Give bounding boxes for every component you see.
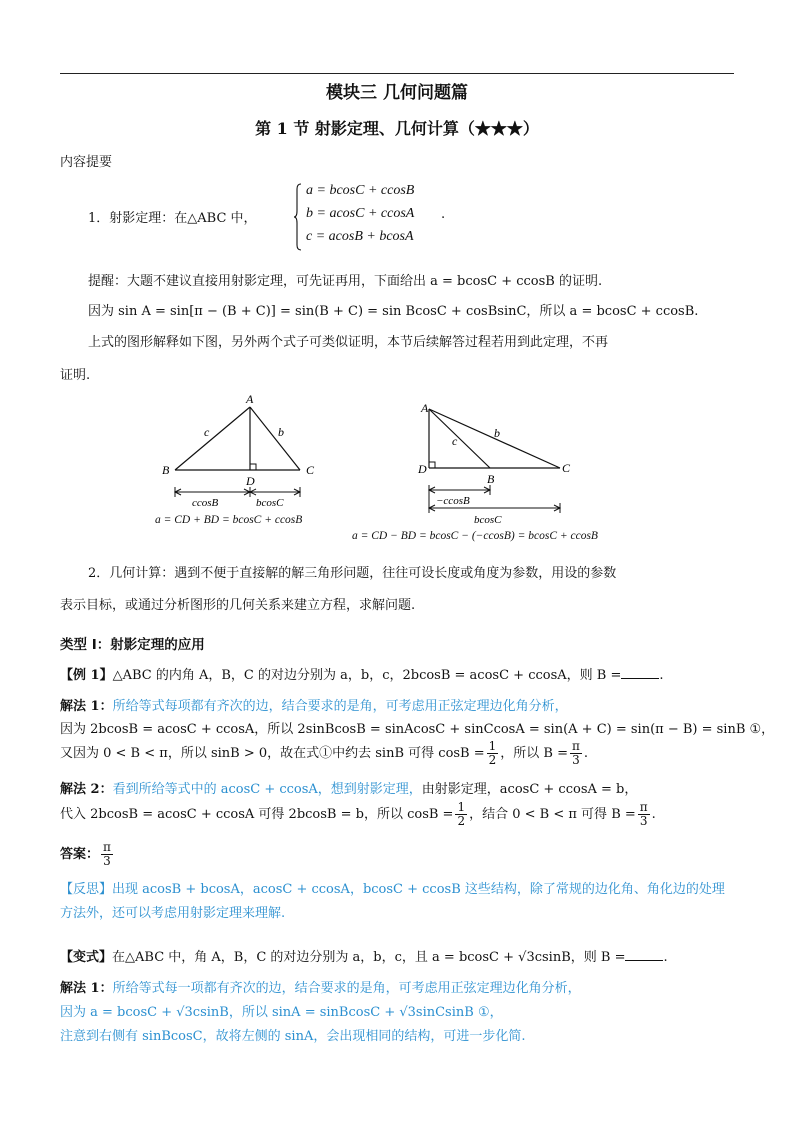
variant-blank	[625, 948, 663, 961]
variant-sol1-line2: 因为 a = bcosC + √3csinB，所以 sinA = sinBcosC + √3sinCsinB ①，	[60, 1005, 503, 1020]
system-eq-a: a = bcosC + ccosB	[306, 183, 415, 198]
system-eq-b: b = acosC + ccosA	[306, 206, 415, 221]
header-rule	[60, 73, 734, 74]
fig2-label-C: C	[562, 461, 571, 475]
answer-frac-pi-over-3: $\frac{\pi}{3}$	[103, 840, 111, 868]
ex1-sol2-row2: 代入 2bcosB = acosC + ccosA 可得 2bcosB = b，所以 cosB = $\frac{1}{2}$ ，结合 0 < B < π 可得 B = $\frac{\pi}{3}$ .	[60, 800, 656, 828]
ex1-sol1-line3b: ，所以 B =	[500, 746, 568, 761]
module-title: 模块三 几何问题篇	[326, 83, 468, 103]
frac-one-half: $\frac{1}{2}$	[488, 739, 497, 767]
fig2-label-B: B	[487, 472, 495, 486]
proof-text: 因为 sin A = sin[π − (B + C)] = sin(B + C) = sin BcosC + cosBsinC，所以 a = bcosC + ccosB.	[88, 304, 699, 319]
fig1-label-c: c	[204, 425, 210, 439]
fig1-label-b: b	[278, 425, 284, 439]
item2-line-2: 表示目标，或通过分析图形的几何关系来建立方程，求解问题.	[60, 598, 416, 613]
ex1-sol1-hint: 所给等式每项都有齐次的边，结合要求的是角，可考虑用正弦定理边化角分析，	[112, 699, 568, 714]
ex1-sol1-line3a: 又因为 0 < B < π，所以 sinB > 0，故在式①中约去 sinB 可得 cosB =	[60, 746, 485, 761]
ex1-sol2-text: 由射影定理，acosC + ccosA = b，	[421, 782, 638, 797]
variant: 【变式】在△ABC 中，角 A，B，C 的对边分别为 a，b，c，且 a = bcosC + √3csinB，则 B = .	[60, 950, 668, 965]
frac-one-half-2: $\frac{1}{2}$	[457, 800, 466, 828]
fig1-label-A: A	[246, 392, 254, 406]
fig1-seg-right: bcosC	[256, 497, 284, 509]
projection-system	[294, 183, 464, 251]
fig2-seg-top: −ccosB	[436, 495, 470, 507]
reminder-text: 提醒：大题不建议直接用射影定理，可先证再用，下面给出 a = bcosC + ccosB 的证明.	[88, 274, 603, 289]
variant-sol1-hint: 所给等式每一项都有齐次的边，结合要求的是角，可考虑用正弦定理边化角分析，	[112, 981, 581, 996]
fig1-label-D: D	[246, 474, 255, 488]
example1-blank	[621, 666, 659, 679]
ex1-sol1-line2: 因为 2bcosB = acosC + ccosA，所以 2sinBcosB = sinAcosC + sinCcosA = sin(A + C) = sin(π − B) = sinB ①，	[60, 722, 775, 737]
left-brace-icon	[294, 183, 302, 251]
example1-text: △ABC 的内角 A，B，C 的对边分别为 a，b，c，2bcosB = acosC + ccosA，则 B =	[112, 668, 622, 683]
ex1-sol2-line2a: 代入 2bcosB = acosC + ccosA 可得 2bcosB = b，所以 cosB =	[60, 807, 454, 822]
ex1-sol1-label: 解法 1：	[60, 699, 113, 714]
example1	[60, 664, 664, 683]
fig2-seg-bottom: bcosC	[474, 514, 502, 526]
explain-line-2: 证明.	[60, 368, 91, 383]
answer-label: 答案：	[60, 847, 100, 862]
fig2-label-c: c	[452, 434, 458, 448]
variant-sol1-line3: 注意到右侧有 sinBcosC，故将左侧的 sinA，会出现相同的结构，可进一步化简.	[60, 1029, 526, 1044]
figure-2-diagram	[412, 395, 587, 535]
fig1-label-B: B	[162, 463, 170, 477]
fig2-label-A: A	[421, 401, 429, 415]
ex1-sol1-row3: 又因为 0 < B < π，所以 sinB > 0，故在式①中约去 sinB 可得 cosB = $\frac{1}{2}$ ，所以 B = $\frac{\pi}{3}$ .	[60, 739, 589, 767]
fig2-label-D: D	[418, 462, 427, 476]
system-end: .	[441, 207, 446, 222]
reflect-line-2: 方法外，还可以考虑用射影定理来理解.	[60, 906, 286, 921]
type1-heading: 类型 I：射影定理的应用	[60, 637, 205, 653]
section-title: 第 1 节 射影定理、几何计算（★★★）	[255, 119, 539, 138]
fig1-seg-left: ccosB	[192, 497, 219, 509]
fig1-caption: a = CD + BD = bcosC + ccosB	[155, 514, 303, 526]
variant-text: 在△ABC 中，角 A，B，C 的对边分别为 a，b，c，且 a = bcosC + √3csinB，则 B =	[112, 950, 626, 965]
reflect-line-1: 【反思】出现 acosB + bcosA，acosC + ccosA，bcosC + ccosB 这些结构，除了常规的边化角、角化边的处理	[60, 882, 725, 897]
variant-tag: 【变式】	[60, 950, 113, 965]
explain-line-1: 上式的图形解释如下图，另外两个式子可类似证明，本节后续解答过程若用到此定理，不再	[88, 335, 609, 350]
ex1-sol2-label: 解法 2：	[60, 782, 113, 797]
ex1-sol1-row1	[60, 695, 568, 714]
ex1-answer	[60, 841, 115, 868]
item2-line-1: 2．几何计算：遇到不便于直接解的解三角形问题，往往可设长度或角度为参数，用设的参数	[88, 566, 617, 581]
variant-sol1-label: 解法 1：	[60, 981, 113, 996]
item1-lead: 1．射影定理：在△ABC 中，	[88, 211, 257, 226]
ex1-sol2-row1	[60, 778, 637, 797]
fig1-label-C: C	[306, 463, 315, 477]
system-eq-c: c = acosB + bcosA	[306, 229, 414, 244]
ex1-sol2-hint: 看到所给等式中的 acosC + ccosA，想到射影定理，	[112, 782, 422, 797]
fig2-caption: a = CD − BD = bcosC − (−ccosB) = bcosC + ccosB	[352, 530, 598, 542]
example1-end: .	[659, 668, 664, 683]
variant-sol1-row1	[60, 977, 581, 996]
frac-pi-over-3-2: $\frac{\pi}{3}$	[639, 800, 648, 828]
summary-heading: 内容提要	[60, 155, 113, 170]
ex1-sol2-line2b: ，结合 0 < B < π 可得 B =	[469, 807, 636, 822]
example1-tag: 【例 1】	[60, 668, 113, 683]
frac-pi-over-3: $\frac{\pi}{3}$	[572, 739, 580, 767]
fig2-label-b: b	[494, 426, 500, 440]
